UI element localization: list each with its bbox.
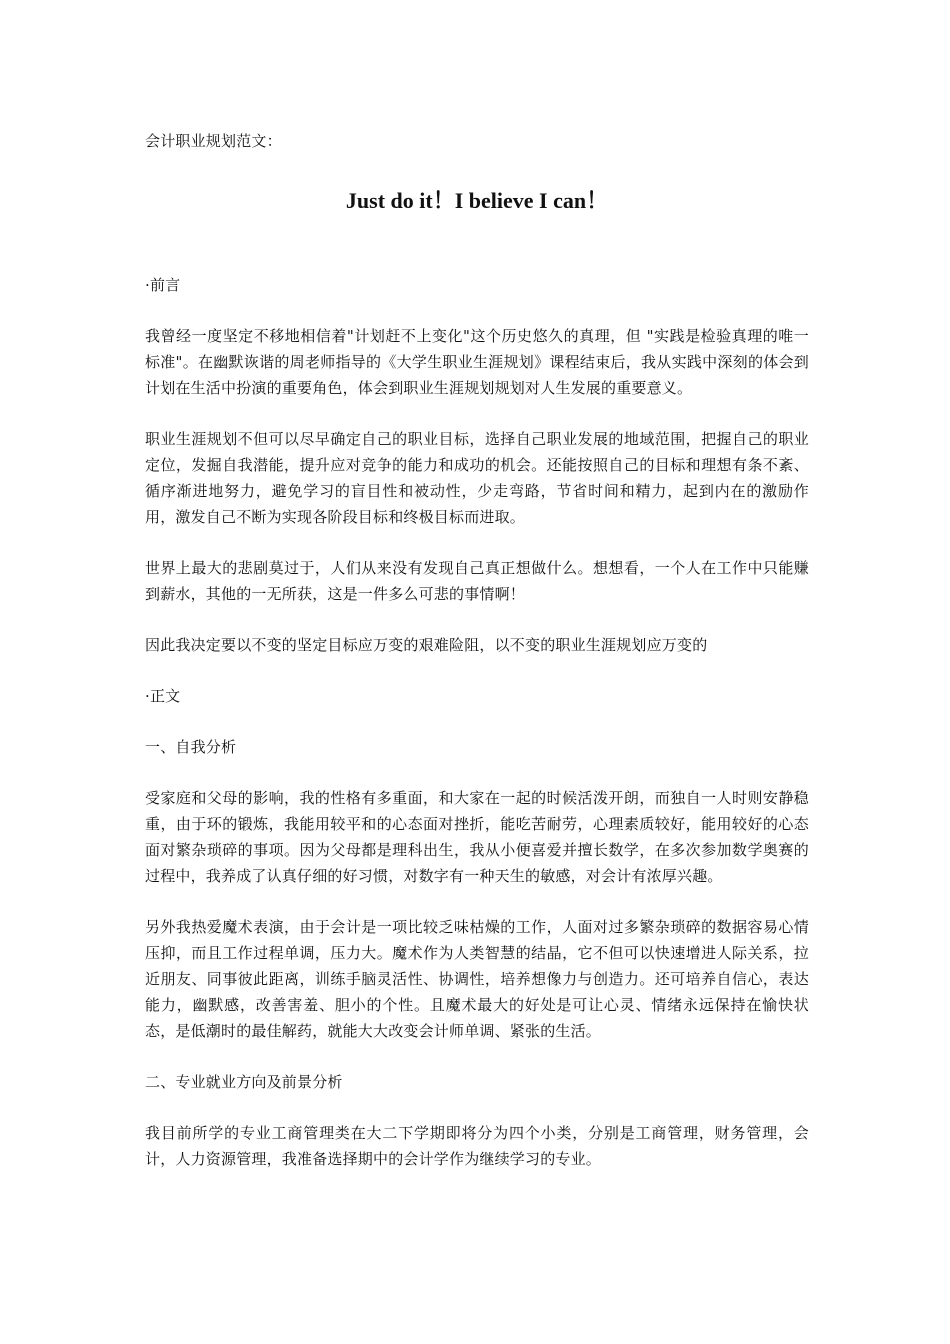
paragraph: 另外我热爱魔术表演，由于会计是一项比较乏味枯燥的工作，人面对过多繁杂琐碎的数据容易心情压抑，而且工作过程单调，压力大。魔术作为人类智慧的结晶，它不但可以快速增进人际关系，拉近朋友、同事彼此距离，训练手脑灵活性、协调性，培养想像力与创造力。还可培养自信心，表达能力，幽默感，改善害羞、胆小的个性。且魔术最大的好处是可让心灵、情绪永远保持在愉快状态，是低潮时的最佳解药，就能大大改变会计师单调、紧张的生活。	[145, 918, 809, 1040]
body-heading: ·正文	[145, 687, 181, 705]
document-title: Just do it！I believe I can！	[345, 188, 609, 213]
document-body	[145, 128, 809, 1172]
paragraph: 因此我决定要以不变的坚定目标应万变的艰难险阻，以不变的职业生涯规划应万变的	[145, 636, 708, 654]
section-heading: 二、专业就业方向及前景分析	[145, 1073, 343, 1091]
paragraph: 受家庭和父母的影响，我的性格有多重面，和大家在一起的时候活泼开朗，而独自一人时则安静稳重，由于环的锻炼，我能用较平和的心态面对挫折，能吃苦耐劳，心理素质较好，能用较好的心态面对繁杂琐碎的事项。因为父母都是理科出生，我从小便喜爱并擅长数学，在多次参加数学奥赛的过程中，我养成了认真仔细的好习惯，对数字有一种天生的敏感，对会计有浓厚兴趣。	[145, 789, 809, 885]
paragraph: 职业生涯规划不但可以尽早确定自己的职业目标，选择自己职业发展的地域范围，把握自己的职业定位，发掘自我潜能，提升应对竞争的能力和成功的机会。还能按照自己的目标和理想有条不紊、循序渐进地努力，避免学习的盲目性和被动性，少走弯路，节省时间和精力，起到内在的激励作用，激发自己不断为实现各阶段目标和终极目标而进取。	[145, 430, 809, 526]
paragraph: 我目前所学的专业工商管理类在大二下学期即将分为四个小类，分别是工商管理，财务管理，会计，人力资源管理，我准备选择期中的会计学作为继续学习的专业。	[145, 1124, 809, 1168]
intro-label: 会计职业规划范文：	[145, 132, 282, 150]
paragraph: 世界上最大的悲剧莫过于，人们从来没有发现自己真正想做什么。想想看，一个人在工作中只能赚到薪水，其他的一无所获，这是一件多么可悲的事情啊！	[145, 559, 809, 603]
preface-heading: ·前言	[145, 276, 181, 294]
section-heading: 一、自我分析	[145, 738, 237, 756]
paragraph: 我曾经一度坚定不移地相信着"计划赶不上变化"这个历史悠久的真理，但 "实践是检验真理的唯一标准"。在幽默诙谐的周老师指导的《大学生职业生涯规划》课程结束后，我从实践中深刻的体会到计划在生活中扮演的重要角色，体会到职业生涯规划规划对人生发展的重要意义。	[145, 327, 809, 397]
